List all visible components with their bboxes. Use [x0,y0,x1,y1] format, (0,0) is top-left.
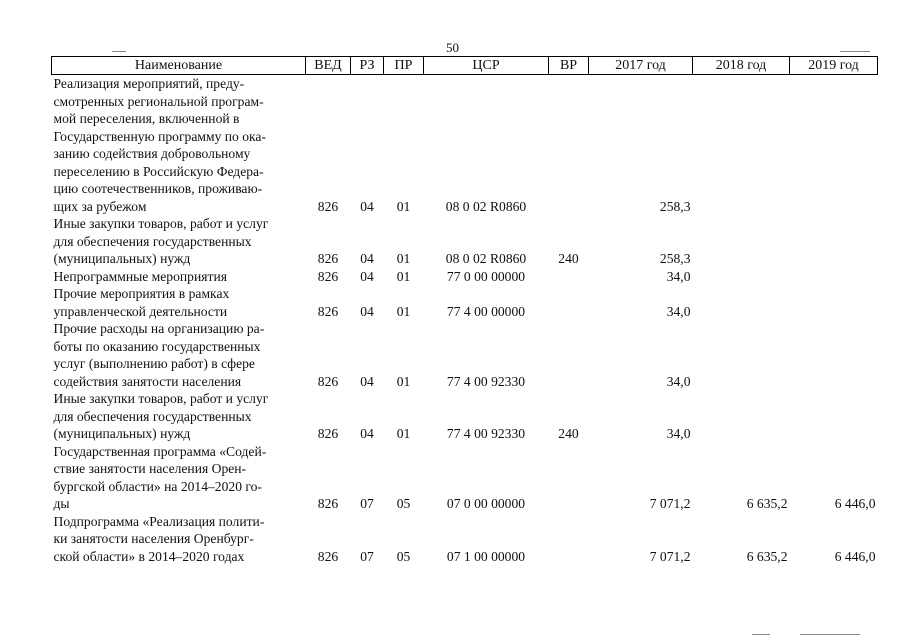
row-pr: 01 [396,303,411,319]
table-row [52,513,878,566]
row-2018 [693,390,790,443]
row-2018 [693,320,790,390]
row-ved: 826 [317,303,339,319]
col-header-2019: 2019 год [790,57,878,75]
table-row [52,443,878,513]
row-rz: 07 [360,548,374,564]
row-2017: 258,3 [659,251,691,266]
row-rz: 04 [360,251,374,266]
scan-artifact [800,634,860,635]
row-2017: 34,0 [666,303,691,319]
scan-artifact [840,51,870,52]
row-csr: 07 0 00 00000 [446,496,526,511]
row-2017: 7 071,2 [649,496,691,511]
table-row [52,268,878,286]
row-ved: 826 [317,251,339,266]
row-2018: 6 635,2 [746,548,788,564]
row-vr [549,75,589,216]
row-ved: 826 [317,426,339,441]
row-name: Прочие мероприятия в рамках управленческой деятельности [53,286,230,319]
row-vr: 240 [558,426,579,441]
row-pr: 01 [396,426,411,441]
row-csr: 77 4 00 92330 [446,373,526,389]
row-2018 [693,215,790,268]
row-vr [549,268,589,286]
row-rz: 04 [360,426,374,441]
row-rz: 04 [360,373,374,389]
row-2018 [693,285,790,320]
row-pr: 01 [396,251,411,266]
table-header-row [52,57,878,75]
row-vr [549,320,589,390]
row-vr [549,513,589,566]
row-2019 [790,320,878,390]
table-row [52,320,878,390]
row-pr: 01 [396,373,411,389]
row-2018 [693,268,790,286]
row-2019 [790,390,878,443]
row-ved: 826 [317,373,339,389]
row-2018: 6 635,2 [746,496,788,511]
row-name: Реализация мероприятий, преду- смотренных региональной програм- мой переселения, включенной в Государственную программу по ока- занию содействия добровольному переселению в Российскую Федера- цию соотечественников, проживаю- щих за рубежом [53,76,266,214]
row-pr: 05 [396,496,411,511]
row-rz: 04 [360,198,374,214]
row-2019: 6 446,0 [834,548,876,564]
row-vr: 240 [558,251,579,266]
scan-artifact [112,51,126,52]
col-header-2018: 2018 год [693,57,790,75]
scan-artifact [752,634,770,635]
row-2019: 6 446,0 [834,496,876,511]
row-name: Иные закупки товаров, работ и услуг для обеспечения государственных (муниципальных) нужд [53,216,269,266]
row-name: Подпрограмма «Реализация полити- ки занятости населения Оренбург- ской области» в 2014–2020 годах [53,513,265,564]
col-header-rz: РЗ [351,57,384,75]
row-csr: 77 4 00 00000 [446,303,526,319]
row-2019 [790,285,878,320]
row-pr: 01 [396,268,411,284]
row-2017: 34,0 [666,373,691,389]
col-header-pr: ПР [384,57,424,75]
row-rz: 04 [360,268,374,284]
row-2019 [790,268,878,286]
col-header-csr: ЦСР [424,57,549,75]
col-header-vr: ВР [549,57,589,75]
row-2017: 7 071,2 [649,548,691,564]
row-csr: 77 4 00 92330 [446,426,526,441]
row-name: Непрограммные мероприятия [53,268,227,284]
col-header-2017: 2017 год [589,57,693,75]
row-csr: 08 0 02 R0860 [445,198,527,214]
table-row [52,285,878,320]
row-name: Прочие расходы на организацию ра- боты по оказанию государственных услуг (выполнению работ) в сфере содействия занятости населения [53,321,265,389]
row-name: Иные закупки товаров, работ и услуг для обеспечения государственных (муниципальных) нужд [53,391,269,441]
budget-table [51,56,878,565]
table-row [52,75,878,216]
row-ved: 826 [317,268,339,284]
row-ved: 826 [317,496,339,511]
col-header-ved: ВЕД [306,57,351,75]
row-pr: 05 [396,548,411,564]
row-2019 [790,215,878,268]
table-row [52,215,878,268]
row-2017: 34,0 [666,426,691,441]
page-number: 50 [446,40,459,55]
row-ved: 826 [317,198,339,214]
row-csr: 08 0 02 R0860 [445,251,527,266]
row-rz: 04 [360,303,374,319]
col-header-name: Наименование [52,57,306,75]
row-2019 [790,75,878,216]
row-rz: 07 [360,496,374,511]
row-pr: 01 [396,198,411,214]
row-name: Государственная программа «Содей- ствие занятости населения Орен- бургской области» на 2014–2020 го- ды [53,443,267,511]
row-vr [549,443,589,513]
row-vr [549,285,589,320]
row-csr: 07 1 00 00000 [446,548,526,564]
row-ved: 826 [317,548,339,564]
row-csr: 77 0 00 00000 [446,268,526,284]
row-2017: 258,3 [659,198,691,214]
row-2018 [693,75,790,216]
table-row [52,390,878,443]
row-2017: 34,0 [666,268,691,284]
